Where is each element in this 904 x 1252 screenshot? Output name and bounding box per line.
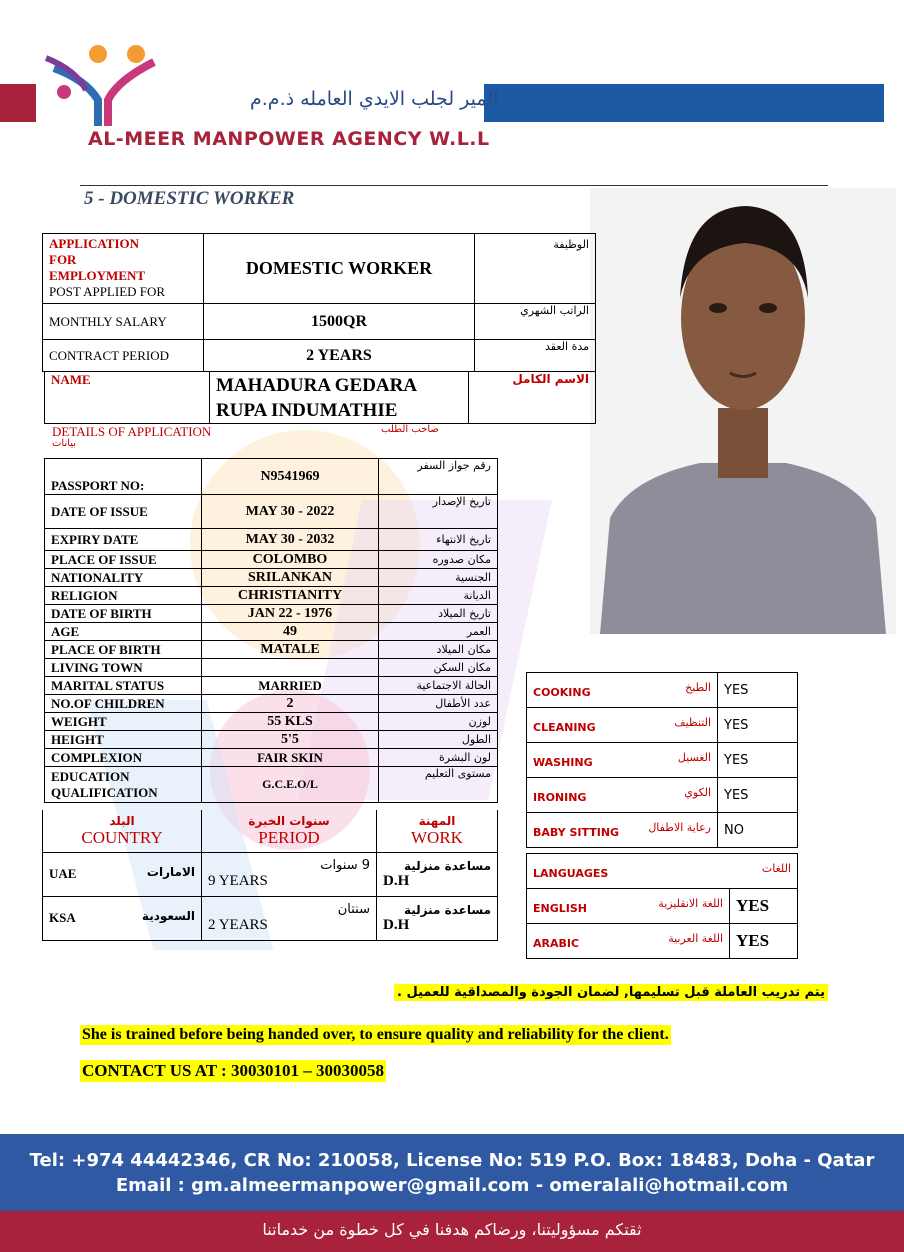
experience-period: [202, 896, 377, 940]
details-row: [45, 587, 498, 605]
detail-label: PLACE OF BIRTH: [45, 641, 202, 659]
contract-value: 2 YEARS: [204, 340, 475, 372]
detail-ar: لون البشرة: [379, 749, 498, 767]
detail-label: DATE OF BIRTH: [45, 605, 202, 623]
period-header-en: PERIOD: [258, 827, 320, 847]
skill-row: [527, 778, 798, 813]
experience-row: [43, 852, 498, 896]
experience-country: [43, 896, 202, 940]
work-header: [377, 810, 498, 852]
footer-contact-bar: [0, 1134, 904, 1211]
skill-label: COOKING: [533, 685, 591, 699]
language-value: YES: [730, 924, 798, 959]
company-name-ar: المير لجلب الايدي العامله ذ.م.م: [250, 88, 499, 110]
post-applied-ar: الوظيفة: [475, 234, 596, 304]
detail-value: MAY 30 - 2032: [202, 529, 379, 551]
detail-label: MARITAL STATUS: [45, 677, 202, 695]
experience-work: [377, 852, 498, 896]
application-label-cell: [43, 234, 204, 304]
detail-ar: الجنسية: [379, 569, 498, 587]
period-header-ar: سنوات الخبرة: [248, 813, 330, 828]
contract-ar: مدة العقد: [475, 340, 596, 372]
experience-work-en: D.H: [383, 916, 410, 933]
details-label: DETAILS OF APPLICATION: [52, 424, 212, 439]
skill-value: YES: [718, 743, 798, 778]
details-row: [45, 623, 498, 641]
detail-label: EDUCATION QUALIFICATION: [45, 767, 202, 803]
details-row: [45, 495, 498, 529]
footer-slogan-bar: [0, 1211, 904, 1252]
detail-value: MAY 30 - 2022: [202, 495, 379, 529]
experience-country: [43, 852, 202, 896]
detail-value: COLOMBO: [202, 551, 379, 569]
detail-ar: الديانة: [379, 587, 498, 605]
details-row: [45, 767, 498, 803]
skill-row: [527, 708, 798, 743]
language-ar: اللغة الانقليزية: [658, 896, 723, 910]
detail-ar: تاريخ الإصدار: [379, 495, 498, 529]
detail-ar: الحالة الاجتماعية: [379, 677, 498, 695]
details-row: [45, 605, 498, 623]
details-row: [45, 749, 498, 767]
details-ar-2: بيانات: [52, 438, 77, 449]
languages-label: LANGUAGES: [533, 866, 609, 880]
salary-value: 1500QR: [204, 304, 475, 340]
language-name: [527, 889, 730, 924]
language-value: YES: [730, 889, 798, 924]
languages-table: [526, 853, 798, 959]
details-row: [45, 713, 498, 731]
detail-label: AGE: [45, 623, 202, 641]
applicant-portrait-icon: [590, 188, 896, 634]
languages-header-cell: [527, 854, 798, 889]
skill-name: [527, 708, 718, 743]
experience-work-ar: مساعدة منزلية: [403, 902, 491, 917]
detail-ar: العمر: [379, 623, 498, 641]
skill-row: [527, 743, 798, 778]
experience-country-ar: السعودية: [141, 909, 195, 923]
skill-row: [527, 673, 798, 708]
details-row: [45, 695, 498, 713]
detail-value: 55 KLS: [202, 713, 379, 731]
experience-header: [43, 810, 498, 852]
details-row: [45, 551, 498, 569]
detail-label: RELIGION: [45, 587, 202, 605]
application-label: EMPLOYMENT: [49, 268, 146, 283]
country-header-ar: البلد: [109, 813, 135, 828]
skill-name: [527, 813, 718, 848]
footer-line-1: Tel: +974 44442346, CR No: 210058, License No: 519 P.O. Box: 18483, Doha - Qatar: [29, 1150, 875, 1171]
language-row: [527, 924, 798, 959]
company-logo-icon: [36, 40, 166, 130]
detail-ar: عدد الأطفال: [379, 695, 498, 713]
language-label: ARABIC: [533, 936, 580, 950]
detail-label: WEIGHT: [45, 713, 202, 731]
details-row: [45, 569, 498, 587]
period-header: [202, 810, 377, 852]
detail-value: N9541969: [202, 459, 379, 495]
experience-period: [202, 852, 377, 896]
work-header-ar: المهنة: [418, 813, 456, 828]
name-value: [210, 372, 469, 424]
experience-work-en: D.H: [383, 872, 410, 889]
detail-value: [202, 659, 379, 677]
skill-ar: الغسيل: [677, 750, 711, 764]
skill-ar: الكوي: [684, 785, 711, 799]
training-note-ar: يتم تدريب العاملة قبل تسليمها, لضمان الجودة والمصداقية للعميل .: [394, 984, 828, 1001]
skill-name: [527, 778, 718, 813]
skill-label: CLEANING: [533, 720, 596, 734]
name-line: RUPA INDUMATHIE: [216, 399, 398, 421]
detail-label: PASSPORT NO:: [45, 459, 202, 495]
details-row: [45, 459, 498, 495]
detail-value: 49: [202, 623, 379, 641]
language-name: [527, 924, 730, 959]
country-header-en: COUNTRY: [81, 827, 163, 847]
details-ar-1: صاحب الطلب: [381, 424, 439, 435]
skill-ar: الطبخ: [685, 680, 711, 694]
detail-ar: مكان الميلاد: [379, 641, 498, 659]
languages-ar: اللغات: [761, 861, 791, 875]
language-row: [527, 889, 798, 924]
detail-ar: تاريخ الانتهاء: [379, 529, 498, 551]
experience-period-ar: 9 سنوات: [320, 858, 370, 873]
details-table: [44, 458, 498, 803]
details-row: [45, 731, 498, 749]
detail-value: 5'5: [202, 731, 379, 749]
details-row: [45, 677, 498, 695]
detail-value: MATALE: [202, 641, 379, 659]
skill-label: IRONING: [533, 790, 587, 804]
detail-label: LIVING TOWN: [45, 659, 202, 677]
detail-label: NO.OF CHILDREN: [45, 695, 202, 713]
experience-work-ar: مساعدة منزلية: [403, 858, 491, 873]
detail-label: NATIONALITY: [45, 569, 202, 587]
skill-value: NO: [718, 813, 798, 848]
salary-ar: الراتب الشهري: [475, 304, 596, 340]
skill-name: [527, 673, 718, 708]
skills-table: [526, 672, 798, 848]
detail-label: PLACE OF ISSUE: [45, 551, 202, 569]
detail-value: 2: [202, 695, 379, 713]
skill-ar: رعاية الاطفال: [648, 820, 711, 834]
languages-header: [527, 854, 798, 889]
details-row: [45, 659, 498, 677]
experience-period-en: 2 YEARS: [208, 917, 268, 933]
detail-ar: مكان السكن: [379, 659, 498, 677]
skill-row: [527, 813, 798, 848]
experience-country-en: UAE: [49, 866, 77, 881]
skill-ar: التنظيف: [674, 715, 711, 729]
skill-label: BABY SITTING: [533, 825, 620, 839]
detail-label: HEIGHT: [45, 731, 202, 749]
language-ar: اللغة العربية: [668, 931, 723, 945]
post-applied-value: DOMESTIC WORKER: [204, 234, 475, 304]
language-label: ENGLISH: [533, 901, 587, 915]
work-header-en: WORK: [411, 827, 463, 847]
name-line: MAHADURA GEDARA: [216, 374, 418, 396]
detail-ar: رقم جواز السفر: [379, 459, 498, 495]
name-ar: الاسم الكامل: [469, 372, 596, 424]
skill-name: [527, 743, 718, 778]
experience-period-ar: سنتان: [337, 902, 370, 917]
application-label: FOR: [49, 252, 77, 267]
experience-period-en: 9 YEARS: [208, 873, 268, 889]
detail-ar: الطول: [379, 731, 498, 749]
header-red-bar: [0, 84, 36, 122]
detail-value: MARRIED: [202, 677, 379, 695]
experience-row: [43, 896, 498, 940]
details-row: [45, 529, 498, 551]
contract-label: CONTRACT PERIOD: [43, 340, 204, 372]
company-name-en: AL-MEER MANPOWER AGENCY W.L.L: [88, 128, 490, 150]
detail-value: FAIR SKIN: [202, 749, 379, 767]
detail-value: SRILANKAN: [202, 569, 379, 587]
detail-ar: مكان صدوره: [379, 551, 498, 569]
section-title: 5 - DOMESTIC WORKER: [84, 188, 295, 209]
experience-country-en: KSA: [49, 910, 76, 925]
detail-ar: لوزن: [379, 713, 498, 731]
header-blue-bar: [484, 84, 884, 122]
country-header: [43, 810, 202, 852]
experience-table: [42, 810, 498, 941]
detail-value: CHRISTIANITY: [202, 587, 379, 605]
detail-ar: مستوى التعليم: [379, 767, 498, 803]
footer-slogan: ثقتكم مسؤوليتنا، ورضاكم هدفنا في كل خطوة من خدماتنا: [262, 1220, 642, 1239]
application-table: [42, 233, 596, 372]
details-row: [45, 641, 498, 659]
detail-label: EXPIRY DATE: [45, 529, 202, 551]
salary-label: MONTHLY SALARY: [43, 304, 204, 340]
experience-work: [377, 896, 498, 940]
applicant-photo: [590, 188, 896, 634]
application-label: APPLICATION: [49, 236, 140, 251]
skill-value: YES: [718, 708, 798, 743]
detail-value: G.C.E.O/L: [202, 767, 379, 803]
skill-label: WASHING: [533, 755, 593, 769]
name-label: NAME: [45, 372, 210, 424]
post-applied-label: POST APPLIED FOR: [49, 284, 166, 299]
detail-ar: تاريخ الميلاد: [379, 605, 498, 623]
detail-label: DATE OF ISSUE: [45, 495, 202, 529]
contact-line: CONTACT US AT : 30030101 – 30030058: [82, 1061, 384, 1080]
section-divider: [80, 185, 828, 186]
experience-country-ar: الامارات: [146, 865, 195, 879]
skill-value: YES: [718, 673, 798, 708]
skill-value: YES: [718, 778, 798, 813]
training-note-en: She is trained before being handed over, to ensure quality and reliability for the client.: [82, 1026, 669, 1043]
footer-line-2: Email : gm.almeermanpower@gmail.com - omeralali@hotmail.com: [115, 1175, 789, 1196]
detail-value: JAN 22 - 1976: [202, 605, 379, 623]
name-table: [44, 371, 596, 424]
detail-label: COMPLEXION: [45, 749, 202, 767]
